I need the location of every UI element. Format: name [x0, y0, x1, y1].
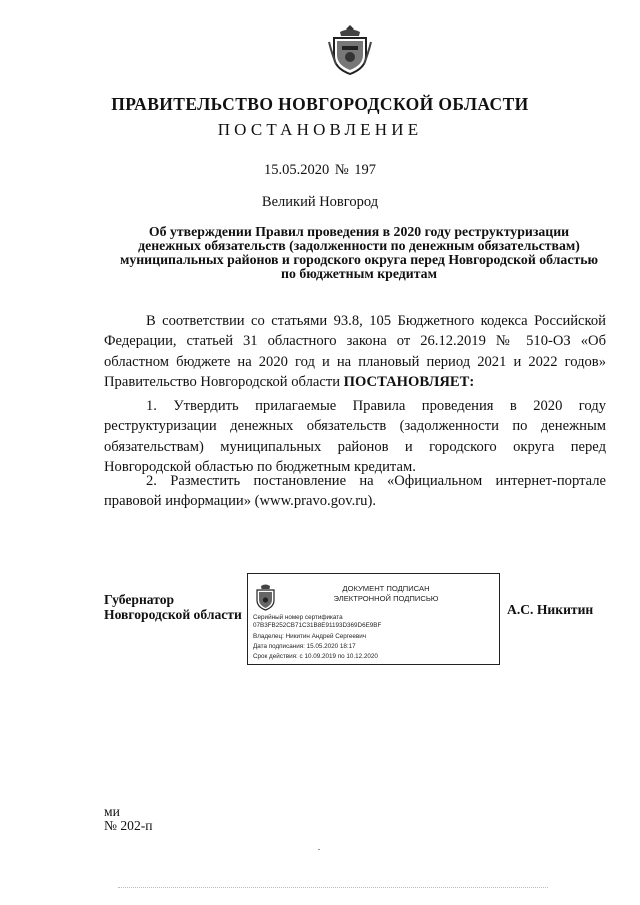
coat-of-arms-icon [328, 24, 372, 76]
paragraph-item-2: 2. Разместить постановление на «Официальном интернет-портале правовой информации» (www.pravo.gov.ru). [104, 473, 606, 510]
paragraph-item-1: 1. Утвердить прилагаемые Правила проведения в 2020 году реструктуризации денежных обязательств (задолженности по денежным обязательствам) муниципальных районов и городского округа перед Новгородской областью по бюджетным кредитам. [104, 398, 606, 475]
basis-text: В соответствии со статьями 93.8, 105 Бюджетного кодекса Российской Федерации, статьей 31 областного закона от 26.12.2019 № 510-ОЗ «Об областном бюджете на 2020 год и на плановый период 2021 и 2022 годов» Правительство Новгородской области [104, 313, 606, 390]
stamp-coat-of-arms-icon [254, 583, 277, 611]
stamp-signed-date: Дата подписания: 15.05.2020 18:17 [253, 643, 356, 650]
stamp-heading-line1: ДОКУМЕНТ ПОДПИСАН [342, 584, 430, 593]
stamp-owner: Владелец: Никитин Андрей Сергеевич [253, 633, 367, 640]
stamp-heading-line2: ЭЛЕКТРОННОЙ ПОДПИСЬЮ [333, 594, 439, 603]
executor-initials: ми [104, 804, 120, 819]
scan-mark [318, 849, 320, 850]
scan-edge-marks [118, 887, 548, 888]
stamp-serial-label: Серийный номер сертификата [253, 614, 343, 621]
stamp-heading [286, 584, 486, 604]
stamp-validity: Срок действия: с 10.09.2019 по 10.12.2020 [253, 653, 378, 660]
basis-emphasis: ПОСТАНОВЛЯЕТ: [343, 373, 475, 390]
signer-position [104, 592, 242, 622]
stamp-serial: 07B3FB252CB71C31B8E91193D369D6E9BF [253, 622, 382, 629]
organization-title: ПРАВИТЕЛЬСТВО НОВГОРОДСКОЙ ОБЛАСТИ [111, 94, 529, 114]
document-date-number: 15.05.2020 № 197 [263, 162, 377, 178]
signer-position-line1: Губернатор [104, 592, 175, 607]
document-subject: Об утверждении Правил проведения в 2020 году реструктуризации денежных обязательств (задолженности по денежным обязательствам) муниципальных районов и городского округа перед Новгородской областью по бюджетным кредитам [119, 224, 599, 281]
document-city: Великий Новгород [261, 194, 379, 210]
executor-info [104, 805, 153, 833]
paragraph-basis [104, 311, 606, 392]
electronic-signature-stamp [247, 573, 500, 665]
draft-number: № 202-п [104, 818, 153, 833]
signer-position-line2: Новгородской области [104, 607, 242, 622]
signer-name: А.С. Никитин [507, 602, 594, 617]
document-type: ПОСТАНОВЛЕНИЕ [217, 120, 423, 139]
